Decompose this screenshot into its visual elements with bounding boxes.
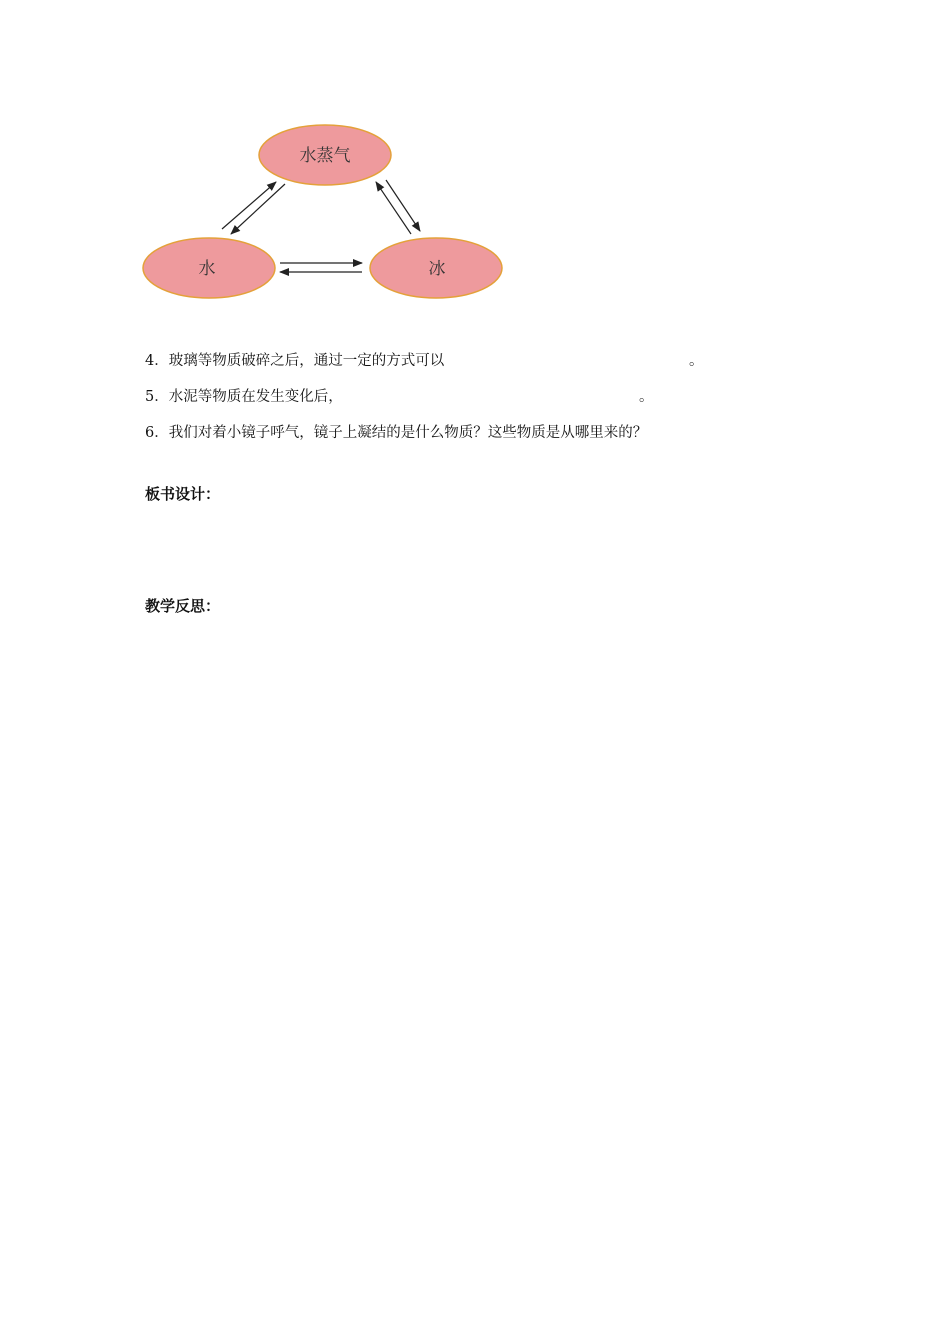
question-4-end: 。 bbox=[689, 353, 704, 369]
question-4: 4．玻璃等物质破碎之后，通过一定的方式可以 bbox=[145, 353, 445, 369]
question-5: 5．水泥等物质在发生变化后， bbox=[145, 389, 343, 405]
question-5-end: 。 bbox=[639, 389, 654, 405]
question-6: 6．我们对着小镜子呼气，镜子上凝结的是什么物质？这些物质是从哪里来的？ bbox=[145, 425, 648, 441]
water-label: 水 bbox=[198, 259, 216, 279]
blackboard-design-heading: 板书设计： bbox=[145, 485, 221, 503]
arrow-water-to-vapor bbox=[222, 182, 276, 229]
teaching-reflection-heading: 教学反思： bbox=[145, 597, 221, 615]
arrow-vapor-to-water bbox=[231, 184, 285, 234]
vapor-label: 水蒸气 bbox=[299, 146, 351, 166]
arrow-ice-to-vapor bbox=[376, 182, 411, 234]
ice-label: 冰 bbox=[428, 259, 446, 279]
water-state-diagram bbox=[130, 110, 530, 320]
